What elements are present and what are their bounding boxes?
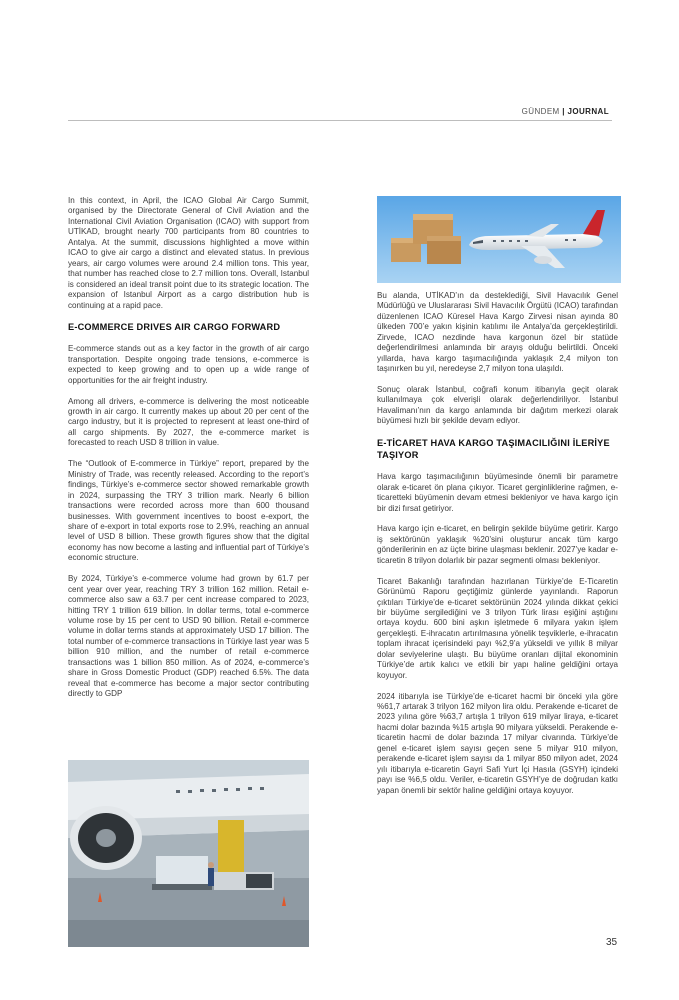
paragraph: Ticaret Bakanlığı tarafından hazırlanan Türkiye’de E-Ticaretin Görünümü Raporu geçtiğimiz günlerde yayınlandı. Raporun çıktıları Türkiye’de e-ticaret sektörünün 2024 yılında dikkat çekici bir büyüme sergilediğini ve 3 trilyon Türk lirası eşiğini aştığını ortaya koydu. 600 bini aşkın işletmede 6 milyara yakın işlem gerçekleşti. E-ihracatın artırılmasına yönelik teşviklerle, e-ihracatın toplam ihracat içerisindeki payı %2,9’a yükseldi ve yıllık 8 milyar dolar seviyelerine ulaştı. Bu büyüme oranları dijital ekonominin Türkiye’de artık kalıcı ve etkili bir yapı haline geldiğini ortaya koyuyor. <box>377 576 618 680</box>
running-header <box>0 107 679 121</box>
intro-paragraph: In this context, in April, the ICAO Global Air Cargo Summit, organised by the Directorate General of Civil Aviation and the International Civil Aviation Organisation (ICAO) with support from UTİKAD, brought nearly 700 participants from 80 countries to Antalya. At the summit, discussions highlighted a move within ICAO to give air cargo a distinct and elevated status. In previous years, air cargo volumes were around 2.4 million tons. This year, that number has reached close to 2.7 million tons. Overall, Istanbul is considered an ideal transit point due to its strategic location. The expansion of Istanbul Airport as a cargo distribution hub is continuing at a rapid pace. <box>68 196 309 310</box>
paragraph: Hava kargo için e-ticaret, en belirgin şekilde büyüme getirir. Kargo iş sektörünün yaklaşık %20’sini oluşturur ancak tüm kargo gönderilerinin en az üçte birine ulaşması beklenir. 2027’ye kadar e-ticaretin 8 trilyon dolarlık bir pazar segmenti olması bekleniyor. <box>377 524 618 565</box>
page-number: 35 <box>606 937 618 948</box>
paragraph: The “Outlook of E-commerce in Türkiye” report, prepared by the Ministry of Trade, was recently released. According to the report’s findings, Türkiye’s e-commerce sector showed remarkable growth in 2024, surpassing the TRY 3 trillion mark. Nearly 6 billion transactions were recorded across more than 600 thousand businesses. With government incentives to boost e-export, the share of e-export in total exports rose to 2.9%, reaching an annual level of USD 8 billion. These growth figures show that the digital economy has now become a lasting and influential part of Türkiye’s economic structure. <box>68 459 309 563</box>
paragraph: Bu alanda, UTİKAD’ın da desteklediği, Sivil Havacılık Genel Müdürlüğü ve Uluslararası Sivil Havacılık Örgütü (ICAO) tarafından düzenlenen ICAO Küresel Hava Kargo Zirvesi nisan ayında 80 ülkeden 700’e yakın kişinin katılımı ile Antalya’da gerçekleştirildi. Zirvede, ICAO nezdinde hava kargonun özel bir statüde değerlendirilmesi anlamında bir arayış olduğu belirtildi. Önceki yıllarda, hava kargo taşımacılığında yaklaşık 2,4 milyon ton taşınırken bu yıl, neredeyse 2,7 milyon tona ulaşıldı. <box>377 291 618 374</box>
cargo-plane-illustration <box>377 196 621 283</box>
header-label <box>522 107 609 116</box>
header-section: GÜNDEM <box>521 107 560 116</box>
airport-cargo-illustration <box>68 760 309 947</box>
header-rule <box>68 120 612 121</box>
paragraph: E-commerce stands out as a key factor in the growth of air cargo transportation. Despite ongoing trade tensions, e-commerce is expected to keep growing and to open up a wide range of opportunities for the air freight industry. <box>68 344 309 385</box>
paragraph: 2024 itibarıyla ise Türkiye’de e-ticaret hacmi bir önceki yıla göre %61,7 artarak 3 trilyon 162 milyon lira oldu. Perakende e-ticaret de 2023 yılına göre %63,7 artışla 1 trilyon 619 milyar liraya, e-ticaret hacmi dolar bazında %15 artışla 90 milyara yükseldi. Perakende e-ticaretin hacmi de dolar bazında 17 milyar civarında. Türkiye’de genel e-ticaret işlem sayısı geçen sene 5 milyar 910 milyon, perakende e-ticaret işlem sayısı da 1 milyar 850 milyon adet, 2024 yılı itibarıyla e-ticaretin Gayri Safi Yurt İçi Hasıla (GSYH) içindeki payı ise %6,5 oldu. Veriler, e-ticaretin GSYH’ye de doğrudan katkı yapan önemli bir sektör haline geldiğini ortaya koyuyor. <box>377 691 618 795</box>
paragraph: Sonuç olarak İstanbul, coğrafi konum itibarıyla geçit olarak kullanılmaya çok elverişli olarak değerlendiriliyor. İstanbul Havalimanı’nın da kargo anlamında bir dağıtım merkezi olarak büyümesi hızlı bir şekilde devam ediyor. <box>377 385 618 426</box>
header-divider: | <box>562 107 565 116</box>
airport-cargo-photo <box>68 760 309 947</box>
right-column <box>377 291 618 806</box>
left-column <box>68 196 309 710</box>
cargo-plane-photo <box>377 196 621 283</box>
section-heading-en: E-COMMERCE DRIVES AIR CARGO FORWARD <box>68 322 281 333</box>
section-heading-tr: E-TİCARET HAVA KARGO TAŞIMACILIĞINI İLERİYE TAŞIYOR <box>377 438 610 461</box>
paragraph: Among all drivers, e-commerce is delivering the most noticeable growth in air cargo. It currently makes up about 20 per cent of the cargo industry, but it is projected to represent at least one-third of all cargo shipments. By 2027, the e-commerce market is forecasted to reach USD 8 trillion in value. <box>68 396 309 448</box>
paragraph: Hava kargo taşımacılığının büyümesinde önemli bir parametre olarak e-ticaret ön plana çıkıyor. Ticaret gerginliklerine rağmen, e-ticaretteki büyümenin devam etmesi bekleniyor ve hava kargo için bir dizi fırsat getiriyor. <box>377 472 618 513</box>
paragraph: By 2024, Türkiye’s e-commerce volume had grown by 61.7 per cent year over year, reaching TRY 3 trillion 162 million. Retail e-commerce also saw a 63.7 per cent increase compared to 2023, hitting TRY 1 trillion 619 billion. In dollar terms, total e-commerce volume rose by 15 per cent to USD 90 billion. Retail e-commerce volume in dollar terms stands at approximately USD 17 billion. The total number of e-commerce transactions in Türkiye last year was 5 billion 910 million, and the number of retail e-commerce transactions was 1 billion 850 million. As of 2024, e-commerce’s share in Gross Domestic Product (GDP) reached 6.5%. The data reveal that e-commerce has become a major sector contributing directly to GDP <box>68 574 309 699</box>
header-journal: JOURNAL <box>567 107 609 116</box>
